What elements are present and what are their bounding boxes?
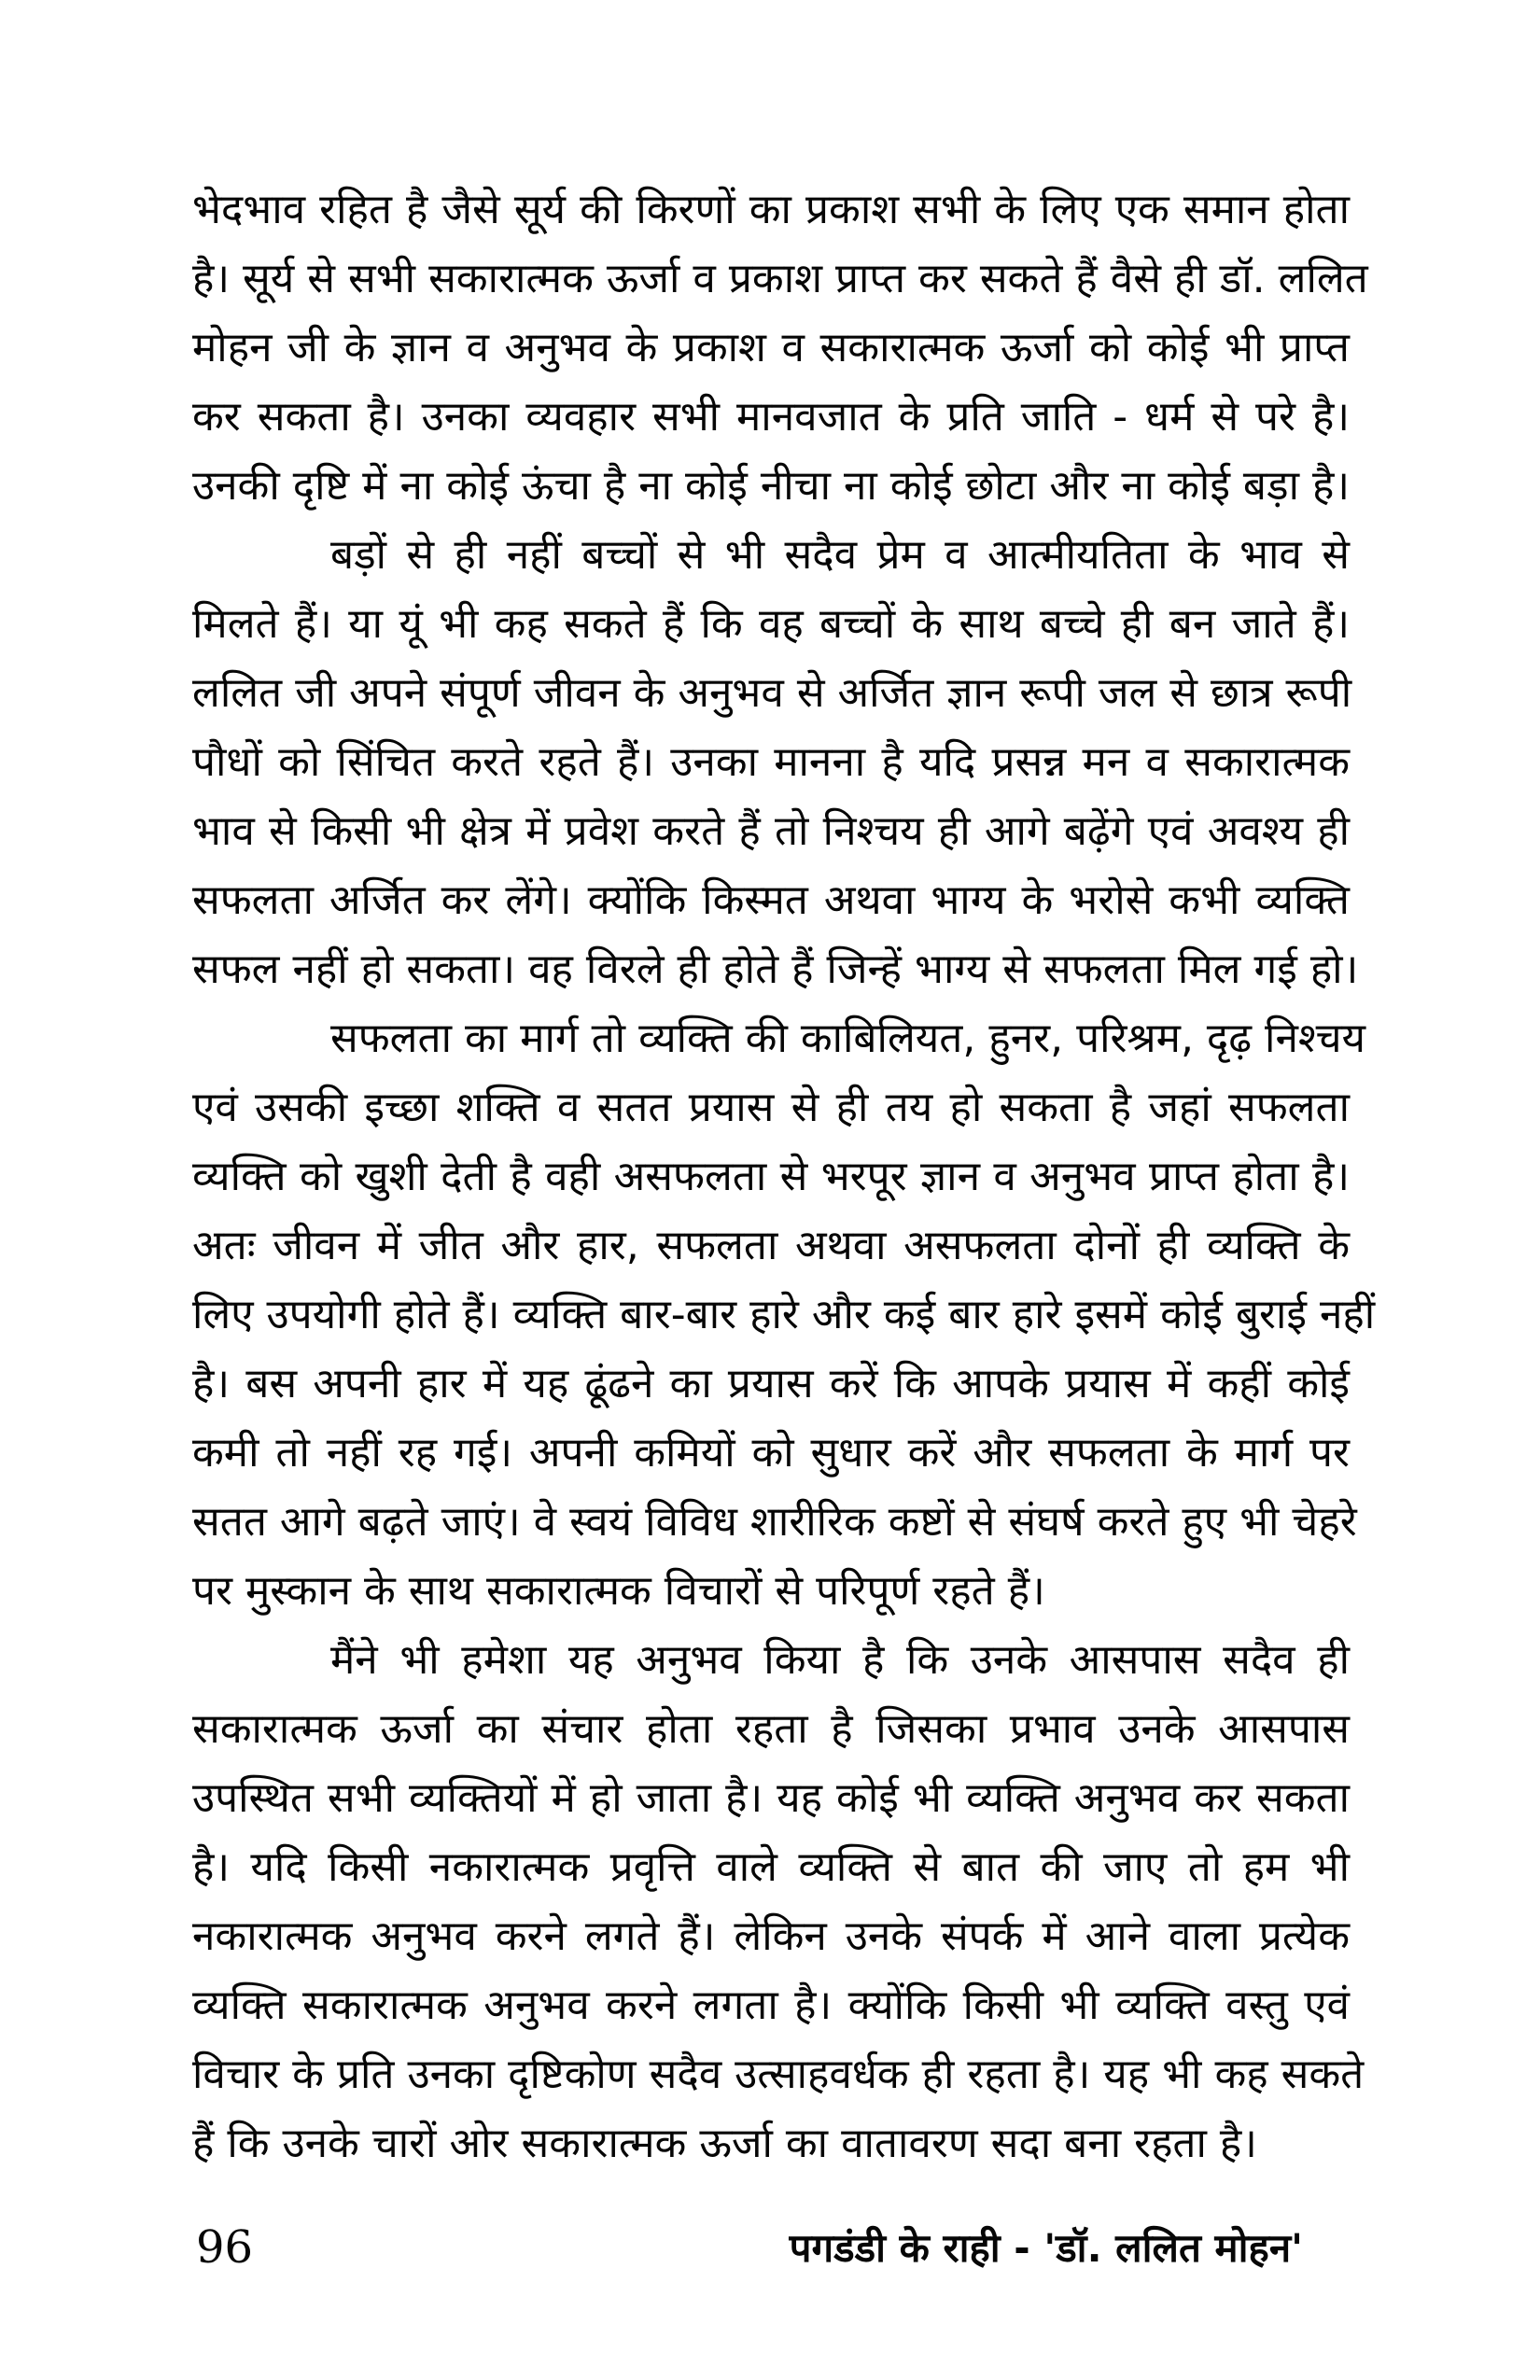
text-line: है। बस अपनी हार में यह ढूंढने का प्रयास करें कि आपके प्रयास में कहीं कोई (192, 1360, 1350, 1407)
text-line: पर मुस्कान के साथ सकारात्मक विचारों से परिपूर्ण रहते हैं। (192, 1567, 1045, 1615)
text-line: सतत आगे बढ़ते जाएं। वे स्वयं विविध शारीरिक कष्टों से संघर्ष करते हुए भी चेहरे (192, 1498, 1357, 1546)
paragraph-1 (192, 175, 1368, 521)
text-line: मिलते हैं। या यूं भी कह सकते हैं कि वह बच्चों के साथ बच्चे ही बन जाते हैं। (192, 600, 1350, 648)
paragraph-4 (192, 1626, 1365, 2178)
text-line: पौधों को सिंचित करते रहते हैं। उनका मानना है यदि प्रसन्न मन व सकारात्मक (192, 738, 1350, 786)
text-line: उपस्थित सभी व्यक्तियों में हो जाता है। यह कोई भी व्यक्ति अनुभव कर सकता (192, 1774, 1350, 1822)
text-line: विचार के प्रति उनका दृष्टिकोण सदैव उत्साहवर्धक ही रहता है। यह भी कह सकते (192, 2051, 1365, 2098)
paragraph-3 (192, 1004, 1376, 1626)
text-line: एवं उसकी इच्छा शक्ति व सतत प्रयास से ही तय हो सकता है जहां सफलता (192, 1084, 1350, 1131)
text-line: कमी तो नहीं रह गई। अपनी कमियों को सुधार करें और सफलता के मार्ग पर (192, 1429, 1350, 1477)
text-line: लिए उपयोगी होते हैं। व्यक्ति बार-बार हारे और कई बार हारे इसमें कोई बुराई नहीं (192, 1291, 1376, 1338)
text-line: सफलता अर्जित कर लेंगे। क्योंकि किस्मत अथवा भाग्य के भरोसे कभी व्यक्ति (192, 876, 1350, 924)
text-line: कर सकता है। उनका व्यवहार सभी मानवजात के प्रति जाति - धर्म से परे है। (192, 393, 1350, 441)
text-line: व्यक्ति सकारात्मक अनुभव करने लगता है। क्योंकि किसी भी व्यक्ति वस्तु एवं (192, 1981, 1350, 2029)
page-text (192, 175, 1376, 2178)
text-line: ललित जी अपने संपूर्ण जीवन के अनुभव से अर्जित ज्ञान रूपी जल से छात्र रूपी (192, 669, 1352, 717)
text-line: सकारात्मक ऊर्जा का संचार होता रहता है जिसका प्रभाव उनके आसपास (192, 1705, 1350, 1753)
text-line: व्यक्ति को खुशी देती है वही असफलता से भरपूर ज्ञान व अनुभव प्राप्त होता है। (192, 1153, 1350, 1200)
text-line: अतः जीवन में जीत और हार, सफलता अथवा असफलता दोनों ही व्यक्ति के (192, 1222, 1350, 1269)
text-line: मैंने भी हमेशा यह अनुभव किया है कि उनके आसपास सदैव ही (330, 1636, 1350, 1684)
text-line: नकारात्मक अनुभव करने लगते हैं। लेकिन उनके संपर्क में आने वाला प्रत्येक (192, 1912, 1350, 1960)
book-title: पगडंडी के राही - 'डॉ. ललित मोहन' (789, 2225, 1303, 2271)
text-line: सफलता का मार्ग तो व्यक्ति की काबिलियत, हुनर, परिश्रम, दृढ़ निश्चय (330, 1015, 1366, 1062)
text-line: हैं कि उनके चारों ओर सकारात्मक ऊर्जा का वातावरण सदा बना रहता है। (192, 2120, 1257, 2167)
text-line: है। यदि किसी नकारात्मक प्रवृत्ति वाले व्यक्ति से बात की जाए तो हम भी (192, 1843, 1350, 1891)
text-line: भाव से किसी भी क्षेत्र में प्रवेश करते हैं तो निश्चय ही आगे बढ़ेंगे एवं अवश्य ही (192, 807, 1350, 855)
text-line: भेदभाव रहित है जैसे सूर्य की किरणों का प्रकाश सभी के लिए एक समान होता (192, 186, 1350, 233)
text-line: सफल नहीं हो सकता। वह विरले ही होते हैं जिन्हें भाग्य से सफलता मिल गई हो। (192, 945, 1359, 993)
paragraph-2 (192, 521, 1359, 1004)
text-line: मोहन जी के ज्ञान व अनुभव के प्रकाश व सकारात्मक ऊर्जा को कोई भी प्राप्त (192, 324, 1350, 371)
page-footer (194, 2218, 1346, 2285)
text-line: है। सूर्य से सभी सकारात्मक ऊर्जा व प्रकाश प्राप्त कर सकते हैं वैसे ही डॉ. ललित (192, 255, 1368, 302)
text-line: उनकी दृष्टि में ना कोई ऊंचा है ना कोई नीचा ना कोई छोटा और ना कोई बड़ा है। (192, 462, 1350, 510)
text-line: बड़ों से ही नहीं बच्चों से भी सदैव प्रेम व आत्मीयतिता के भाव से (330, 531, 1350, 579)
page-number: 96 (196, 2221, 254, 2274)
